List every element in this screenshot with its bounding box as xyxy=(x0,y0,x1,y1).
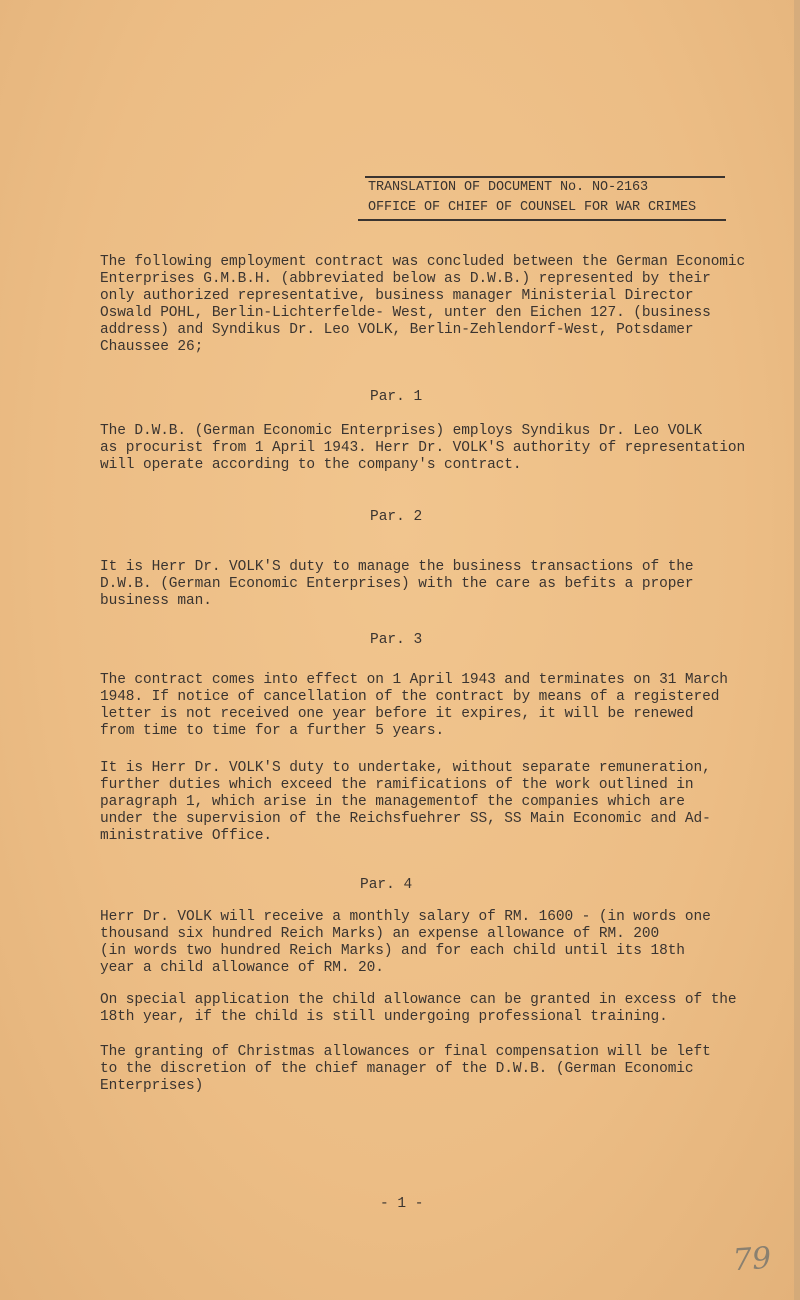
par-2-title: Par. 2 xyxy=(370,509,423,525)
par-4-text-c xyxy=(100,1044,711,1095)
text-line: The D.W.B. (German Economic Enterprises) employs Syndikus Dr. Leo VOLK xyxy=(100,423,703,439)
text-line: from time to time for a further 5 years. xyxy=(100,723,445,739)
text-line: Enterprises G.M.B.H. (abbreviated below as D.W.B.) represented by their xyxy=(100,271,711,287)
par-3-title: Par. 3 xyxy=(370,632,423,648)
page-number: - 1 - xyxy=(380,1196,424,1212)
text-line: Herr Dr. VOLK will receive a monthly salary of RM. 1600 - (in words one xyxy=(100,909,711,925)
text-line: will operate according to the company's contract. xyxy=(100,457,522,473)
paper-edge xyxy=(794,0,800,1300)
text-line: (in words two hundred Reich Marks) and for each child until its 18th xyxy=(100,943,685,959)
text-line: The following employment contract was concluded between the German Economic xyxy=(100,254,746,270)
par-4-text-a xyxy=(100,909,711,977)
text-line: address) and Syndikus Dr. Leo VOLK, Berlin-Zehlendorf-West, Potsdamer xyxy=(100,322,694,338)
text-line: It is Herr Dr. VOLK'S duty to undertake, without separate remuneration, xyxy=(100,760,711,776)
text-line: Enterprises) xyxy=(100,1078,204,1094)
par-4-text-b xyxy=(100,992,737,1026)
text-line: The contract comes into effect on 1 April 1943 and terminates on 31 March xyxy=(100,672,728,688)
text-line: It is Herr Dr. VOLK'S duty to manage the business transactions of the xyxy=(100,559,694,575)
par-3-text-b xyxy=(100,760,711,845)
text-line: Chaussee 26; xyxy=(100,339,204,355)
header-line-1: TRANSLATION OF DOCUMENT No. NO-2163 xyxy=(368,180,649,195)
par-1-title: Par. 1 xyxy=(370,389,423,405)
header-bottom-rule xyxy=(358,219,726,221)
text-line: ministrative Office. xyxy=(100,828,273,844)
text-line: On special application the child allowance can be granted in excess of the xyxy=(100,992,737,1008)
text-line: business man. xyxy=(100,593,212,609)
text-line: under the supervision of the Reichsfuehrer SS, SS Main Economic and Ad- xyxy=(100,811,711,827)
text-line: letter is not received one year before it expires, it will be renewed xyxy=(100,706,694,722)
text-line: only authorized representative, business manager Ministerial Director xyxy=(100,288,694,304)
text-line: 18th year, if the child is still undergoing professional training. xyxy=(100,1009,668,1025)
intro-paragraph xyxy=(100,254,745,356)
par-2-text xyxy=(100,559,694,610)
text-line: D.W.B. (German Economic Enterprises) with the care as befits a proper xyxy=(100,576,694,592)
text-line: to the discretion of the chief manager of the D.W.B. (German Economic xyxy=(100,1061,694,1077)
handwritten-folio-number: 79 xyxy=(731,1240,773,1279)
par-4-title: Par. 4 xyxy=(360,877,413,893)
text-line: The granting of Christmas allowances or final compensation will be left xyxy=(100,1044,711,1060)
header-line-2: OFFICE OF CHIEF OF COUNSEL FOR WAR CRIMES xyxy=(368,200,697,215)
text-line: year a child allowance of RM. 20. xyxy=(100,960,384,976)
text-line: further duties which exceed the ramifications of the work outlined in xyxy=(100,777,694,793)
text-line: paragraph 1, which arise in the managementof the companies which are xyxy=(100,794,685,810)
text-line: as procurist from 1 April 1943. Herr Dr. VOLK'S authority of representation xyxy=(100,440,746,456)
text-line: Oswald POHL, Berlin-Lichterfelde- West, unter den Eichen 127. (business xyxy=(100,305,711,321)
text-line: 1948. If notice of cancellation of the contract by means of a registered xyxy=(100,689,720,705)
par-3-text-a xyxy=(100,672,728,740)
document-header xyxy=(368,178,696,218)
par-1-text xyxy=(100,423,745,474)
text-line: thousand six hundred Reich Marks) an expense allowance of RM. 200 xyxy=(100,926,660,942)
